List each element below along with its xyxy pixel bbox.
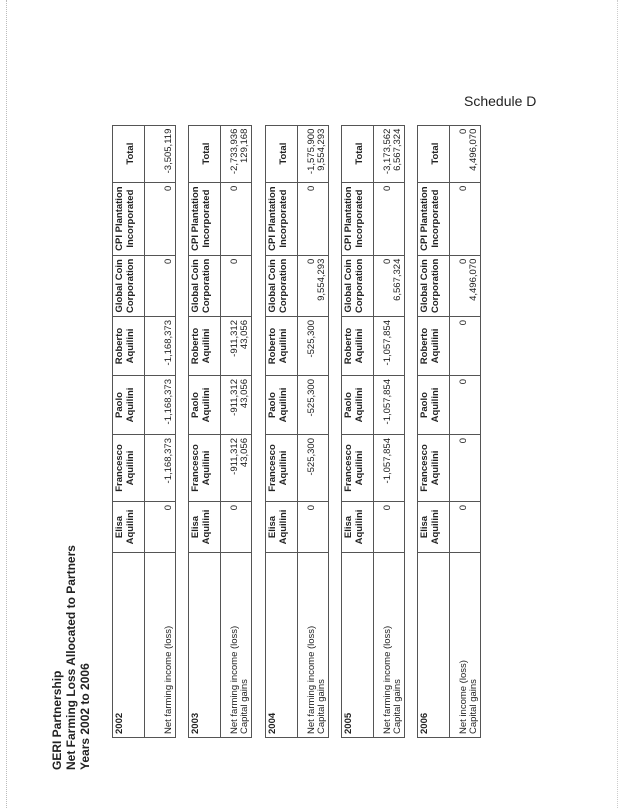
year-cell: 2003 (189, 553, 221, 738)
cell-value: 0 (163, 505, 174, 511)
cell-value: 0 (306, 185, 317, 191)
value-cell (145, 376, 176, 435)
year-table-2005 (341, 125, 405, 738)
row-labels (221, 553, 252, 738)
column-header-line: Corporation (430, 258, 441, 313)
column-header-line: Total (430, 142, 441, 165)
column-header-line: Aquilini (125, 387, 136, 423)
cell-value (317, 320, 327, 372)
value-cell (145, 435, 176, 502)
column-header-line: Corporation (125, 258, 136, 313)
column-header-line: Aquilini (354, 328, 365, 364)
column-header (418, 182, 450, 255)
year-cell: 2004 (266, 553, 298, 738)
table-header-row (418, 125, 450, 737)
table-row (374, 125, 405, 737)
value-cell (145, 125, 176, 182)
cell-value: -525,300 (306, 438, 317, 476)
cell-value: 0 (382, 185, 393, 191)
column-header-line: Roberto (114, 327, 125, 365)
cell-value (469, 186, 479, 252)
column-header-line (419, 129, 430, 179)
column-header (113, 502, 145, 553)
column-header (113, 317, 145, 376)
column-header-line: Total (354, 142, 365, 165)
column-header-line: Global Coin (267, 259, 278, 313)
value-cell (221, 182, 252, 255)
row-labels (298, 553, 329, 738)
cell-value: -3,173,562 (382, 128, 393, 175)
column-header-line: Elisa (114, 515, 125, 539)
cell-value: -911,312 (229, 320, 240, 357)
column-header-line: Francesco (114, 444, 125, 492)
column-header (266, 376, 298, 435)
value-cell (145, 502, 176, 553)
cell-value: 9,554,293 (316, 258, 327, 301)
year-table-2006 (417, 125, 481, 738)
table-row (145, 125, 176, 737)
row-label: Net farming income (loss) (163, 625, 174, 734)
value-cell (298, 435, 329, 502)
cell-value: -1,057,854 (382, 438, 393, 484)
document-title (50, 545, 92, 770)
value-cell (374, 435, 405, 502)
scan-edge-right (617, 0, 619, 808)
column-header (342, 255, 374, 316)
cell-value (317, 438, 327, 498)
column-header-line: CPI Plantation (114, 186, 125, 251)
column-header (189, 376, 221, 435)
column-header-line: Aquilini (354, 387, 365, 423)
rotated-page-content (50, 120, 490, 770)
column-header-line: Aquilini (278, 387, 289, 423)
column-header (266, 255, 298, 316)
value-cell (374, 317, 405, 376)
column-header-line: Corporation (354, 258, 365, 313)
cell-value (317, 186, 327, 252)
cell-value: 0 (229, 185, 240, 191)
cell-value: -2,733,936 (229, 128, 240, 175)
cell-value: 0 (382, 258, 393, 264)
cell-value: 43,056 (239, 438, 250, 468)
cell-value: 0 (458, 438, 469, 444)
row-label: Capital gains (468, 679, 479, 734)
column-header (189, 125, 221, 182)
value-cell (221, 125, 252, 182)
column-header-line: Roberto (190, 327, 201, 365)
value-cell (450, 125, 481, 182)
cell-value: -525,300 (306, 379, 317, 417)
cell-value: 0 (306, 505, 317, 511)
column-header-line: Francesco (190, 444, 201, 492)
column-header-line: Total (278, 142, 289, 165)
column-header (266, 435, 298, 502)
cell-value (240, 505, 250, 549)
value-cell (374, 255, 405, 316)
column-header-line: Aquilini (354, 450, 365, 486)
cell-value (469, 379, 479, 431)
column-header (266, 317, 298, 376)
value-cell (298, 255, 329, 316)
column-header (418, 435, 450, 502)
column-header-line: Francesco (343, 444, 354, 492)
cell-value: 0 (382, 505, 393, 511)
column-header-line: Paolo (343, 392, 354, 418)
year-table-2004 (265, 125, 329, 738)
year-table-2003 (188, 125, 252, 738)
column-header-line: Roberto (267, 327, 278, 365)
value-cell (374, 125, 405, 182)
cell-value: 0 (163, 185, 174, 191)
column-header (266, 125, 298, 182)
column-header-line: CPI Plantation (267, 186, 278, 251)
cell-value: 9,554,293 (316, 128, 327, 171)
cell-value: 0 (458, 320, 469, 326)
row-label: Net farming income (loss) (382, 625, 393, 734)
row-labels (450, 553, 481, 738)
row-label: Net income (loss) (458, 660, 469, 734)
column-header (342, 502, 374, 553)
column-header-line: Roberto (343, 327, 354, 365)
column-header (342, 182, 374, 255)
title-line-2: Net Farming Loss Allocated to Partners (64, 545, 78, 770)
table-header-row (113, 125, 145, 737)
column-header-line: Aquilini (430, 509, 441, 545)
column-header (266, 182, 298, 255)
year-table-2002 (112, 125, 176, 738)
column-header-line: Aquilini (278, 450, 289, 486)
cell-value: -1,168,373 (163, 438, 174, 484)
table-row (450, 125, 481, 737)
cell-value: 6,567,324 (392, 128, 403, 171)
column-header-line: Elisa (419, 515, 430, 539)
column-header (342, 376, 374, 435)
column-header-line: Paolo (419, 392, 430, 418)
cell-value (317, 379, 327, 431)
cell-value (240, 259, 250, 313)
cell-value: 0 (458, 258, 469, 264)
cell-value (393, 320, 403, 372)
column-header-line: Global Coin (190, 259, 201, 313)
column-header (418, 255, 450, 316)
column-header-line: Incorporated (278, 189, 289, 248)
column-header (189, 435, 221, 502)
value-cell (298, 125, 329, 182)
column-header-line: Elisa (267, 515, 278, 539)
value-cell (298, 502, 329, 553)
cell-value (469, 320, 479, 372)
table-row (298, 125, 329, 737)
cell-value: 4,496,070 (468, 258, 479, 301)
cell-value (469, 438, 479, 498)
column-header-line (267, 129, 278, 179)
row-label: Capital gains (239, 679, 250, 734)
value-cell (221, 376, 252, 435)
table-header-row (342, 125, 374, 737)
column-header-line: Aquilini (278, 509, 289, 545)
row-label: Net farming income (loss) (306, 625, 317, 734)
column-header (189, 255, 221, 316)
column-header (418, 125, 450, 182)
cell-value: 0 (458, 379, 469, 385)
row-labels (145, 553, 176, 738)
value-cell (298, 317, 329, 376)
value-cell (450, 376, 481, 435)
column-header-line: Aquilini (201, 387, 212, 423)
cell-value: -1,575,900 (306, 128, 317, 175)
column-header-line: Elisa (343, 515, 354, 539)
column-header-line: Total (201, 142, 212, 165)
column-header-line: Aquilini (125, 328, 136, 364)
column-header-line: Aquilini (430, 328, 441, 364)
column-header (113, 255, 145, 316)
table-row (221, 125, 252, 737)
column-header-line: CPI Plantation (190, 186, 201, 251)
cell-value (469, 505, 479, 549)
column-header (418, 502, 450, 553)
column-header (113, 182, 145, 255)
column-header (342, 435, 374, 502)
column-header (342, 317, 374, 376)
row-label: Capital gains (392, 679, 403, 734)
column-header-line: Paolo (267, 392, 278, 418)
column-header-line: Aquilini (201, 450, 212, 486)
column-header-line: Corporation (278, 258, 289, 313)
cell-value (240, 186, 250, 252)
value-cell (298, 182, 329, 255)
column-header-line: Incorporated (125, 189, 136, 248)
cell-value: 0 (163, 258, 174, 264)
column-header-line (343, 129, 354, 179)
cell-value: -1,168,373 (163, 379, 174, 425)
column-header-line: Total (125, 142, 136, 165)
column-header-line: Francesco (419, 444, 430, 492)
row-labels (374, 553, 405, 738)
value-cell (298, 376, 329, 435)
row-label: Net farming income (loss) (229, 625, 240, 734)
cell-value: 0 (229, 505, 240, 511)
value-cell (450, 255, 481, 316)
column-header-line: Incorporated (354, 189, 365, 248)
cell-value: 0 (458, 185, 469, 191)
cell-value: 0 (229, 258, 240, 264)
column-header-line (190, 129, 201, 179)
cell-value: 6,567,324 (392, 258, 403, 301)
value-cell (221, 502, 252, 553)
cell-value (393, 505, 403, 549)
value-cell (374, 502, 405, 553)
column-header-line: Aquilini (125, 450, 136, 486)
column-header (418, 317, 450, 376)
cell-value: -1,168,373 (163, 320, 174, 366)
year-cell: 2006 (418, 553, 450, 738)
cell-value: 0 (458, 505, 469, 511)
cell-value: -525,300 (306, 320, 317, 358)
cell-value: 4,496,070 (468, 128, 479, 171)
cell-value (393, 379, 403, 431)
value-cell (374, 376, 405, 435)
column-header-line: Paolo (114, 392, 125, 418)
column-header (189, 502, 221, 553)
cell-value: -1,057,854 (382, 320, 393, 366)
column-header (113, 125, 145, 182)
cell-value: 0 (458, 128, 469, 134)
column-header-line: Francesco (267, 444, 278, 492)
cell-value: 43,056 (239, 320, 250, 350)
column-header-line: Paolo (190, 392, 201, 418)
table-header-row (266, 125, 298, 737)
column-header-line: Global Coin (343, 259, 354, 313)
cell-value: -3,505,119 (163, 128, 174, 174)
column-header-line: Aquilini (354, 509, 365, 545)
title-line-1: GERI Partnership (50, 670, 64, 770)
cell-value: 43,056 (239, 379, 250, 409)
value-cell (145, 182, 176, 255)
cell-value (317, 505, 327, 549)
schedule-label: Schedule D (464, 93, 537, 109)
column-header-line: CPI Plantation (343, 186, 354, 251)
column-header (189, 317, 221, 376)
column-header-line: Aquilini (201, 328, 212, 364)
column-header-line: Aquilini (125, 509, 136, 545)
column-header (113, 435, 145, 502)
column-header-line: CPI Plantation (419, 186, 430, 251)
column-header (418, 376, 450, 435)
column-header-line: Elisa (190, 515, 201, 539)
value-cell (374, 182, 405, 255)
cell-value (393, 438, 403, 498)
column-header-line (114, 129, 125, 179)
cell-value: -1,057,854 (382, 379, 393, 425)
column-header-line: Incorporated (430, 189, 441, 248)
row-label: Capital gains (316, 679, 327, 734)
year-cell: 2005 (342, 553, 374, 738)
column-header-line: Aquilini (430, 387, 441, 423)
column-header-line: Global Coin (419, 259, 430, 313)
value-cell (221, 317, 252, 376)
cell-value: -911,312 (229, 438, 240, 475)
column-header (342, 125, 374, 182)
cell-value: -911,312 (229, 379, 240, 416)
value-cell (450, 182, 481, 255)
column-header-line: Roberto (419, 327, 430, 365)
column-header-line: Aquilini (430, 450, 441, 486)
value-cell (221, 435, 252, 502)
cell-value: 0 (306, 258, 317, 264)
column-header (189, 182, 221, 255)
column-header-line: Aquilini (201, 509, 212, 545)
column-header (113, 376, 145, 435)
value-cell (221, 255, 252, 316)
value-cell (450, 435, 481, 502)
value-cell (450, 317, 481, 376)
value-cell (450, 502, 481, 553)
column-header-line: Aquilini (278, 328, 289, 364)
column-header-line: Corporation (201, 258, 212, 313)
column-header-line: Incorporated (201, 189, 212, 248)
value-cell (145, 317, 176, 376)
cell-value (393, 186, 403, 252)
scan-edge-left (6, 0, 8, 808)
column-header (266, 502, 298, 553)
cell-value: 129,168 (239, 128, 250, 163)
title-line-3: Years 2002 to 2006 (78, 663, 92, 770)
value-cell (145, 255, 176, 316)
column-header-line: Global Coin (114, 259, 125, 313)
year-cell: 2002 (113, 553, 145, 738)
table-header-row (189, 125, 221, 737)
